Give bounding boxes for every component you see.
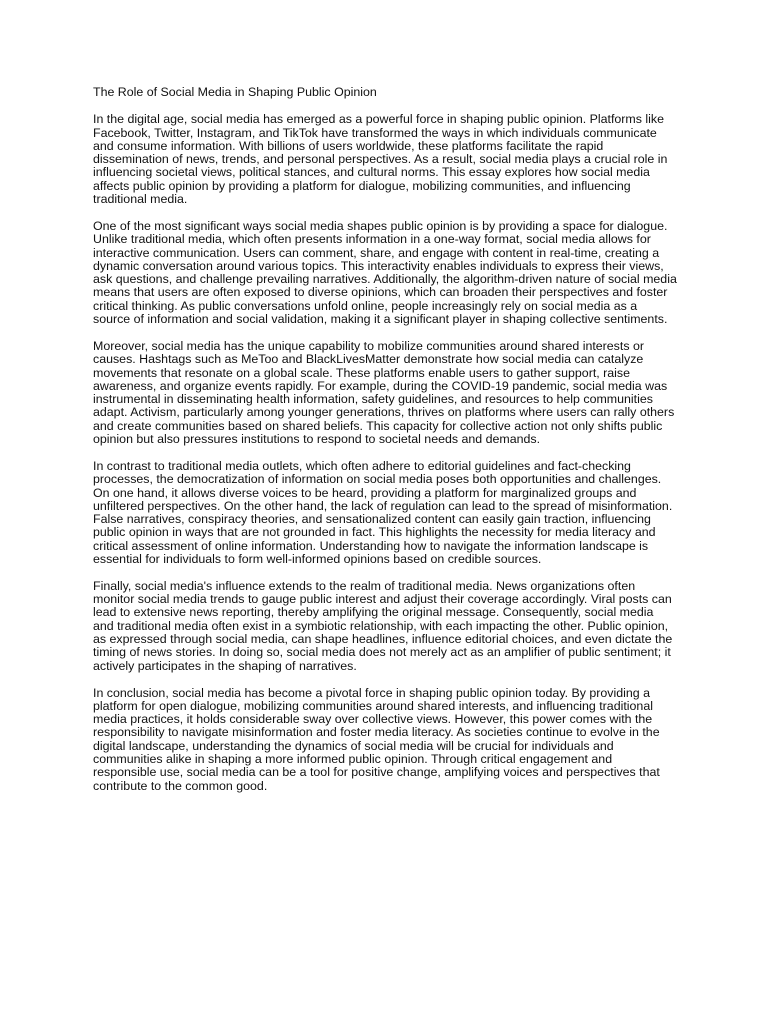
document-title: The Role of Social Media in Shaping Public Opinion (93, 85, 377, 99)
paragraph-mobilization: Moreover, social media has the unique capability to mobilize communities around shared interests or causes. Hashtags such as MeToo and BlackLivesMatter demonstrate how social media can catalyze movements that resonate on a global scale. These platforms enable users to gather support, raise awareness, and organize events rapidly. For example, during the COVID-19 pandemic, social media was instrumental in disseminating health information, safety guidelines, and resources to help communities adapt. Activism, particularly among younger generations, thrives on platforms where users can rally others and create communities based on shared beliefs. This capacity for collective action not only shifts public opinion but also pressures institutions to respond to societal needs and demands. (93, 338, 675, 447)
paragraph-dialogue: One of the most significant ways social media shapes public opinion is by providing a space for dialogue. Unlike traditional media, which often presents information in a one-way format, social media allows for interactive communication. Users can comment, share, and engage with content in real-time, creating a dynamic conversation around various topics. This interactivity enables individuals to express their views, ask questions, and challenge prevailing narratives. Additionally, the algorithm-driven nature of social media means that users are often exposed to diverse opinions, which can broaden their perspectives and foster critical thinking. As public conversations unfold online, people increasingly rely on social media as a source of information and social validation, making it a significant player in shaping collective sentiments. (93, 218, 677, 327)
paragraph-traditional-media: Finally, social media's influence extends to the realm of traditional media. News organizations often monitor social media trends to gauge public interest and adjust their coverage accordingly. Viral posts can lead to extensive news reporting, thereby amplifying the original message. Consequently, social media and traditional media often exist in a symbiotic relationship, with each impacting the other. Public opinion, as expressed through social media, can shape headlines, influence editorial choices, and even dictate the timing of news stories. In doing so, social media does not merely act as an amplifier of public sentiment; it actively participates in the shaping of narratives. (93, 578, 673, 673)
paragraph-introduction: In the digital age, social media has emerged as a powerful force in shaping public opinion. Platforms like Facebook, Twitter, Instagram, and TikTok have transformed the ways in which individuals communicate and consume information. With billions of users worldwide, these platforms facilitate the rapid dissemination of news, trends, and personal perspectives. As a result, social media plays a crucial role in influencing societal views, political stances, and cultural norms. This essay explores how social media affects public opinion by providing a platform for dialogue, mobilizing communities, and influencing traditional media. (93, 112, 668, 207)
paragraph-conclusion: In conclusion, social media has become a pivotal force in shaping public opinion today. By providing a platform for open dialogue, mobilizing communities around shared interests, and influencing traditional media practices, it holds considerable sway over collective views. However, this power comes with the responsibility to navigate misinformation and foster media literacy. As societies continue to evolve in the digital landscape, understanding the dynamics of social media will be crucial for individuals and communities alike in shaping a more informed public opinion. Through critical engagement and responsible use, social media can be a tool for positive change, amplifying voices and perspectives that contribute to the common good. (93, 685, 660, 793)
paragraph-misinformation: In contrast to traditional media outlets, which often adhere to editorial guidelines and fact-checking processes, the democratization of information on social media poses both opportunities and challenges. On one hand, it allows diverse voices to be heard, providing a platform for marginalized groups and unfiltered perspectives. On the other hand, the lack of regulation can lead to the spread of misinformation. False narratives, conspiracy theories, and sensationalized content can easily gain traction, influencing public opinion in ways that are not grounded in fact. This highlights the necessity for media literacy and critical assessment of online information. Understanding how to navigate the information landscape is essential for individuals to form well-informed opinions based on credible sources. (93, 458, 673, 566)
document-page (93, 86, 677, 807)
